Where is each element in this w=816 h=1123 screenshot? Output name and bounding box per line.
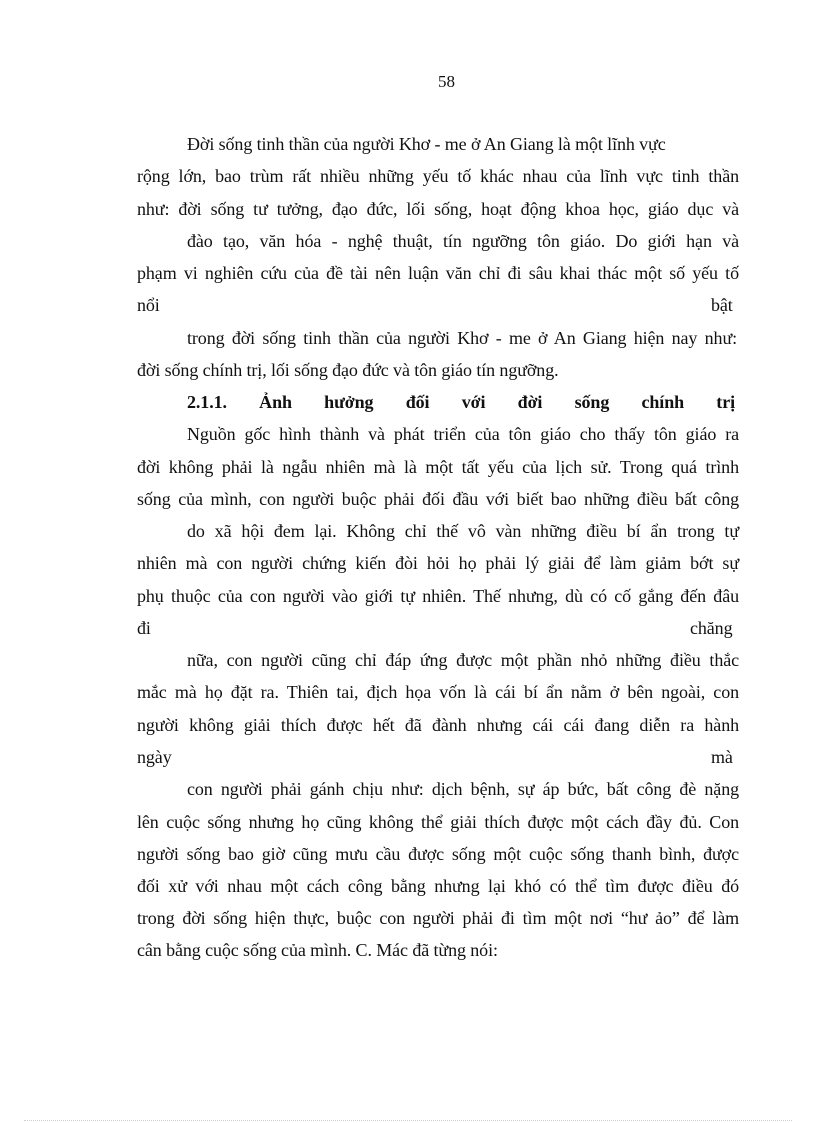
- body-line: do xã hội đem lại. Không chỉ thế vô vàn những điều bí ẩn trong tự: [187, 521, 739, 541]
- body-line: ngày: [137, 747, 172, 767]
- body-line: nhiên mà con người chứng kiến đòi hỏi họ phải lý giải để làm giảm bớt sự: [137, 553, 739, 573]
- body-line: con người phải gánh chịu như: dịch bệnh, sự áp bức, bất công đè nặng: [187, 779, 739, 799]
- body-line: cân bằng cuộc sống của mình. C. Mác đã từng nói:: [137, 940, 498, 960]
- body-line: người không giải thích được hết đã đành nhưng cái cái đang diễn ra hành: [137, 715, 739, 735]
- section-heading: [187, 391, 735, 413]
- body-line: chăng: [690, 618, 733, 638]
- body-line: đào tạo, văn hóa - nghệ thuật, tín ngưỡng tôn giáo. Do giới hạn và: [187, 231, 739, 251]
- body-line: phụ thuộc của con người vào giới tự nhiên. Thế nhưng, dù có cố gắng đến đâu: [137, 586, 739, 606]
- body-line: mắc mà họ đặt ra. Thiên tai, địch họa vốn là cái bí ẩn nằm ở bên ngoài, con: [137, 682, 739, 702]
- body-line: nổi: [137, 295, 160, 315]
- body-line: trong đời sống tinh thần của người Khơ - me ở An Giang hiện nay như:: [187, 328, 737, 348]
- body-line: đời không phải là ngẫu nhiên mà là một tất yếu của lịch sử. Trong quá trình: [137, 457, 739, 477]
- body-line: bật: [711, 295, 733, 315]
- heading-word: chính: [641, 392, 685, 412]
- heading-word: hưởng: [324, 392, 374, 412]
- body-line: Đời sống tinh thần của người Khơ - me ở An Giang là một lĩnh vực: [187, 134, 666, 154]
- heading-word: Ảnh: [259, 392, 292, 412]
- body-line: trong đời sống hiện thực, buộc con người phải đi tìm một nơi “hư ảo” để làm: [137, 908, 739, 928]
- body-line: lên cuộc sống nhưng họ cũng không thể giải thích được một cách đầy đủ. Con: [137, 812, 739, 832]
- heading-word: đối: [405, 392, 430, 412]
- body-line: nữa, con người cũng chỉ đáp ứng được một phần nhỏ những điều thắc: [187, 650, 739, 670]
- body-line: như: đời sống tư tưởng, đạo đức, lối sống, hoạt động khoa học, giáo dục và: [137, 199, 739, 219]
- heading-word: với: [461, 392, 486, 412]
- body-line: đời sống chính trị, lối sống đạo đức và tôn giáo tín ngưỡng.: [137, 360, 559, 380]
- body-line: Nguồn gốc hình thành và phát triển của tôn giáo cho thấy tôn giáo ra: [187, 424, 739, 444]
- heading-word: sống: [574, 392, 610, 412]
- body-line: phạm vi nghiên cứu của đề tài nên luận văn chỉ đi sâu khai thác một số yếu tố: [137, 263, 739, 283]
- page-bottom-border: [24, 1120, 792, 1121]
- heading-word: đời: [517, 392, 543, 412]
- body-line: mà: [711, 747, 733, 767]
- body-line: người sống bao giờ cũng mưu cầu được sống một cuộc sống thanh bình, được: [137, 844, 739, 864]
- page-number: 58: [438, 72, 455, 91]
- body-line: rộng lớn, bao trùm rất nhiều những yếu tố khác nhau của lĩnh vực tinh thần: [137, 166, 739, 186]
- body-line: sống của mình, con người buộc phải đối đầu với biết bao những điều bất công: [137, 489, 739, 509]
- heading-word: trị: [716, 392, 735, 412]
- heading-word: 2.1.1.: [187, 392, 227, 412]
- body-line: đối xử với nhau một cách công bằng nhưng lại khó có thể tìm được điều đó: [137, 876, 739, 896]
- body-line: đi: [137, 618, 151, 638]
